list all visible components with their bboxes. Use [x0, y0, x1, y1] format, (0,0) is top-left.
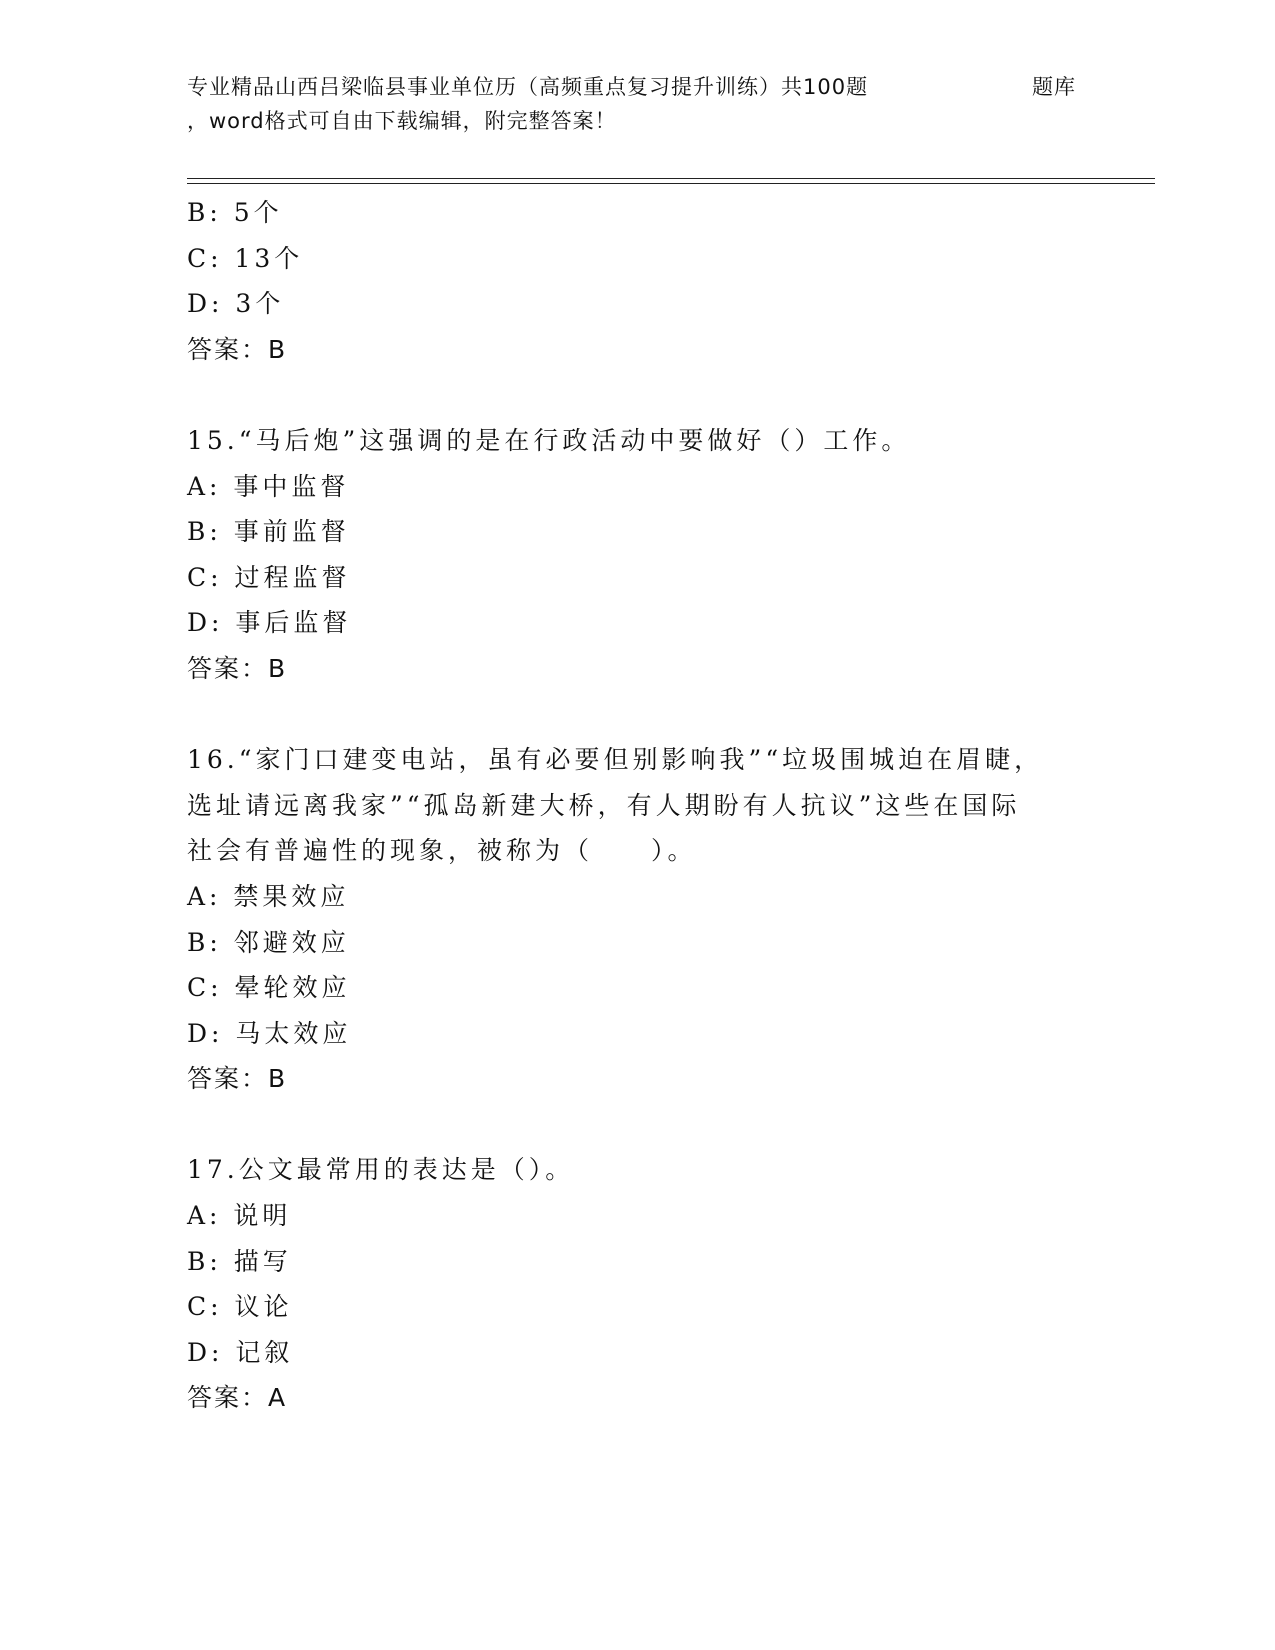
question-list	[187, 190, 1087, 1421]
question-stem-line: 16.“家门口建变电站，虽有必要但别影响我”“垃圾围城迫在眉睫，	[187, 745, 1044, 775]
option-c: C: 晕轮效应	[187, 973, 351, 1003]
question-stem-line: 社会有普遍性的现象，被称为（ ）。	[187, 836, 697, 866]
header-title: 专业精品山西吕梁临县事业单位历（高频重点复习提升训练）共100题	[187, 75, 869, 99]
answer: 答案：B	[187, 1064, 288, 1094]
header-divider-bottom	[187, 183, 1155, 184]
answer: 答案：A	[187, 1383, 288, 1413]
option-c: C: 13个	[187, 243, 304, 273]
question-17	[187, 1147, 1087, 1421]
question-15	[187, 418, 1087, 692]
spacer	[187, 692, 1087, 738]
option-b: B: 邻避效应	[187, 927, 350, 957]
answer: 答案：B	[187, 334, 288, 364]
option-c: C: 过程监督	[187, 562, 351, 592]
spacer	[187, 372, 1087, 418]
option-a: A: 禁果效应	[187, 881, 350, 911]
question-stem: 17.公文最常用的表达是（）。	[187, 1155, 575, 1185]
option-b: B: 5个	[187, 198, 283, 227]
option-b: B: 事前监督	[187, 517, 350, 547]
page-header	[187, 70, 1147, 138]
question-stem: 15.“马后炮”这强调的是在行政活动中要做好（）工作。	[187, 425, 911, 455]
question-stem-line: 选址请远离我家”“孤岛新建大桥，有人期盼有人抗议”这些在国际	[187, 790, 1021, 820]
question-14-continued	[187, 190, 1087, 372]
header-subtitle: ，word格式可自由下载编辑，附完整答案！	[187, 109, 617, 133]
option-c: C: 议论	[187, 1292, 293, 1322]
spacer	[187, 1102, 1087, 1148]
option-a: A: 事中监督	[187, 471, 350, 501]
header-divider-top	[187, 178, 1155, 179]
header-title-suffix: 题库	[1032, 75, 1076, 99]
option-d: D: 3个	[187, 289, 285, 319]
option-a: A: 说明	[187, 1201, 292, 1231]
option-d: D: 记叙	[187, 1337, 294, 1367]
option-d: D: 马太效应	[187, 1018, 352, 1048]
option-d: D: 事后监督	[187, 608, 352, 638]
header-title-line	[187, 70, 1147, 104]
option-b: B: 描写	[187, 1246, 292, 1276]
question-16	[187, 737, 1087, 1102]
answer: 答案：B	[187, 653, 288, 683]
